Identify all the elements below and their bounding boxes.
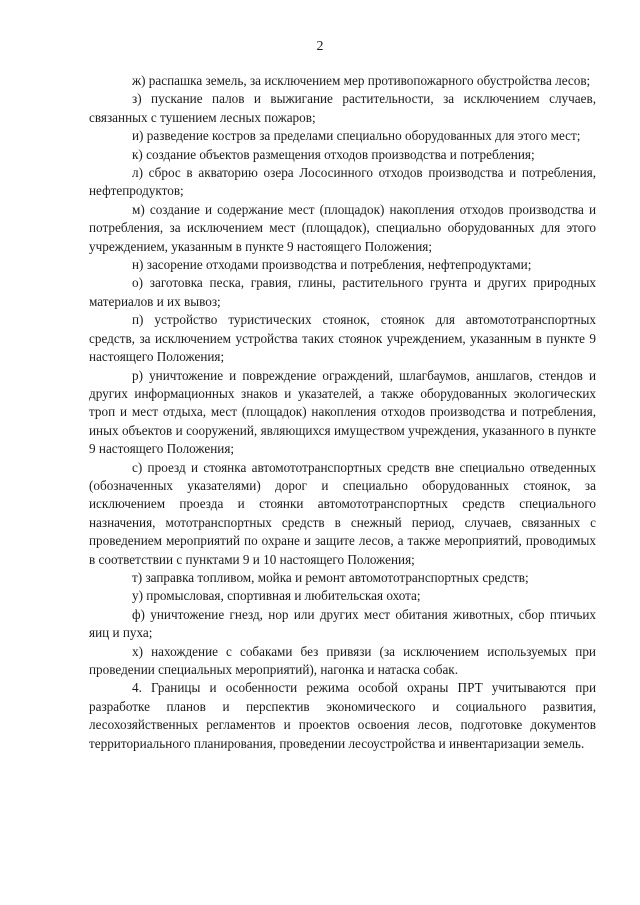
paragraph-kh: х) нахождение с собаками без привязи (за исключением используемых при проведении специальных мероприятий), нагонка и натаска собак.	[89, 643, 596, 677]
paragraph-s: с) проезд и стоянка автомототранспортных средств вне специально отведенных (обозначенных указателями) дорог и специально оборудованных стоянок, за исключением проезда и стоянки автомототранспортных средств специального назначения, мототранспортных средств в снежный период, случаев, связанных с проведением мероприятий по охране и защите лесов, а также мероприятий, проводимых в соответствии с пунктами 9 и 10 настоящего Положения;	[89, 459, 596, 567]
paragraph-u: у) промысловая, спортивная и любительская охота;	[132, 588, 421, 604]
paragraph-i: и) разведение костров за пределами специально оборудованных для этого мест;	[132, 128, 581, 144]
paragraph-t: т) заправка топливом, мойка и ремонт автомототранспортных средств;	[132, 569, 529, 585]
paragraph-n: н) засорение отходами производства и потребления, нефтепродуктами;	[132, 257, 532, 273]
paragraph-section-4: 4. Границы и особенности режима особой охраны ПРТ учитываются при разработке планов и перспектив экономического и социального развития, лесохозяйственных регламентов и проектов освоения лесов, подготовке документов территориального планирования, проведении лесоустройства и инвентаризации земель.	[89, 680, 596, 751]
paragraph-z: з) пускание палов и выжигание растительности, за исключением случаев, связанных с тушением лесных пожаров;	[89, 91, 596, 125]
page-number: 2	[316, 39, 324, 54]
paragraph-f: ф) уничтожение гнезд, нор или других мест обитания животных, сбор птичьих яиц и пуха;	[89, 606, 596, 641]
paragraph-l: л) сброс в акваторию озера Лососинного отходов производства и потребления, нефтепродуктов;	[89, 165, 596, 199]
paragraph-m: м) создание и содержание мест (площадок) накопления отходов производства и потребления, за исключением мест (площадок), специально оборудованных для этого учреждением, указанным в пункте 9 настоящего Положения;	[89, 201, 596, 254]
paragraph-k: к) создание объектов размещения отходов производства и потребления;	[132, 146, 535, 162]
paragraph-o: о) заготовка песка, гравия, глины, растительного грунта и других природных материалов и их вывоз;	[89, 275, 596, 309]
document-body	[89, 72, 596, 753]
paragraph-zh: ж) распашка земель, за исключением мер противопожарного обустройства лесов;	[132, 73, 591, 88]
paragraph-r: р) уничтожение и повреждение ограждений, шлагбаумов, аншлагов, стендов и других информационных знаков и указателей, а также оборудованных экологических троп и мест отдыха, мест (площадок) накопления отходов производства и потребления, иных объектов и сооружений, являющихся имуществом учреждения, указанного в пункте 9 настоящего Положения;	[89, 367, 596, 457]
paragraph-p: п) устройство туристических стоянок, стоянок для автомототранспортных средств, за исключением устройства таких стоянок учреждением, указанным в пункте 9 настоящего Положения;	[89, 312, 596, 365]
